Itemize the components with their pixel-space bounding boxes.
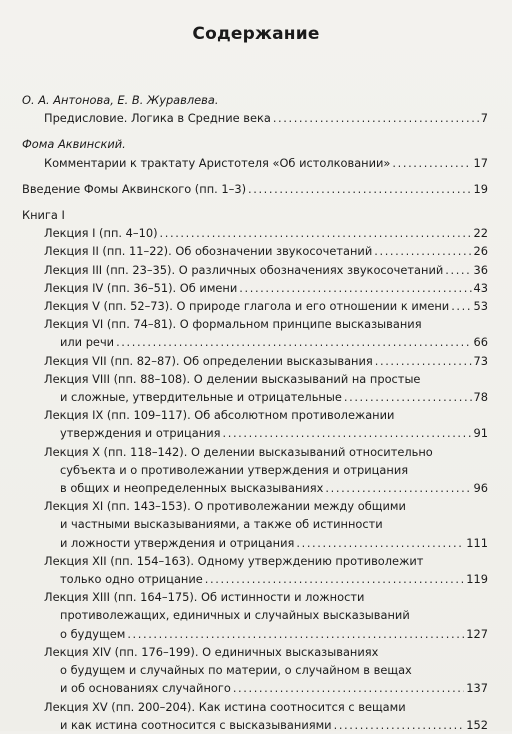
dot-leader: [223, 424, 472, 442]
toc-author-line: [22, 135, 488, 153]
author-names: О. А. Антонова, Е. В. Журавлева.: [22, 93, 219, 107]
toc-book-heading: [22, 206, 488, 224]
dot-leader: [344, 388, 472, 406]
book-label: Книга I: [22, 208, 65, 223]
author-names: Фома Аквинский.: [22, 137, 126, 152]
toc-entry-lecture[interactable]: [22, 224, 488, 242]
toc-entry-lecture[interactable]: [22, 261, 488, 279]
dot-leader: [205, 570, 464, 588]
toc-entry-lecture[interactable]: [22, 279, 488, 297]
toc-entry-text: Лекция VII (пп. 82–87). Об определении высказывания: [44, 353, 373, 368]
toc-entry-line[interactable]: Лекция XII (пп. 154–163). Одному утверждению противолежит: [44, 553, 424, 568]
toc-entry-text: Комментарии к трактату Аристотеля «Об истолковании»: [44, 155, 391, 170]
toc-entry-line[interactable]: Лекция XI (пп. 143–153). О противолежании между общими: [44, 499, 406, 514]
toc-entry-lecture[interactable]: [22, 388, 488, 406]
toc-page-number: 111: [466, 535, 488, 550]
toc-entry-line[interactable]: Лекция XIII (пп. 164–175). Об истинности и ложности: [44, 590, 365, 605]
dot-leader: [273, 109, 479, 127]
toc-entry-text: Предисловие. Логика в Средние века: [44, 111, 271, 126]
toc-entry-lecture[interactable]: [22, 297, 488, 315]
toc-page-number: 7: [480, 111, 488, 126]
toc-entry-lecture[interactable]: [22, 352, 488, 370]
toc-page-number: 26: [473, 244, 488, 259]
toc-entry-text: Лекция V (пп. 52–73). О природе глагола и его отношении к имени: [44, 299, 450, 314]
toc-page-number: 43: [473, 280, 488, 295]
toc-entry-line[interactable]: Лекция IX (пп. 109–117). Об абсолютном противолежании: [44, 408, 395, 423]
toc-page-number: 22: [473, 226, 488, 241]
toc-page-number: 73: [473, 353, 488, 368]
toc-entry-text: только одно отрицание: [60, 572, 203, 587]
toc-entry-line[interactable]: Лекция VI (пп. 74–81). О формальном принципе высказывания: [44, 317, 422, 332]
toc-entry-commentary[interactable]: [22, 154, 488, 172]
dot-leader: [451, 297, 471, 315]
toc-entry-lecture[interactable]: [22, 242, 488, 260]
toc-entry-text: и как истина соотносится с высказываниями: [60, 717, 332, 732]
toc-entry-line[interactable]: Лекция VIII (пп. 88–108). О делении высказываний на простые: [44, 371, 421, 386]
dot-leader: [239, 279, 471, 297]
toc-entry-text: в общих и неопределенных высказываниях: [60, 481, 324, 496]
dot-leader: [392, 154, 471, 172]
toc-entry-line[interactable]: противолежащих, единичных и случайных высказываний: [60, 608, 410, 623]
toc-entry-lecture[interactable]: [22, 570, 488, 588]
dot-leader: [116, 333, 471, 351]
toc-page-number: 36: [473, 262, 488, 277]
page-title: Содержание: [192, 24, 320, 44]
toc-page-number: 96: [473, 481, 488, 496]
toc-page-number: 17: [473, 155, 488, 170]
toc-entry-text: Лекция III (пп. 23–35). О различных обозначениях звукосочетаний: [44, 262, 444, 277]
dot-leader: [127, 625, 464, 643]
toc-entry-line[interactable]: Лекция X (пп. 118–142). О делении высказываний относительно: [44, 444, 433, 459]
dot-leader: [334, 716, 465, 734]
toc-entry-lecture[interactable]: [22, 625, 488, 643]
dot-leader: [375, 352, 472, 370]
toc-page-number: 137: [466, 681, 488, 696]
toc-entry-text: Лекция I (пп. 4–10): [44, 226, 158, 241]
toc-entry-line[interactable]: Лекция XV (пп. 200–204). Как истина соотносится с вещами: [44, 699, 406, 714]
dot-leader: [445, 261, 471, 279]
toc-entry-lecture[interactable]: [22, 333, 488, 351]
table-of-contents: [22, 91, 488, 734]
toc-page-number: 19: [473, 181, 488, 196]
toc-entry-text: Введение Фомы Аквинского (пп. 1–3): [22, 181, 247, 196]
toc-entry-text: и об основаниях случайного: [60, 681, 231, 696]
toc-page-number: 78: [473, 390, 488, 405]
toc-page-number: 127: [466, 626, 488, 641]
toc-entry-text: или речи: [60, 335, 115, 350]
toc-page-number: 152: [466, 717, 488, 732]
dot-leader: [233, 679, 464, 697]
dot-leader: [325, 479, 471, 497]
toc-page-number: 119: [466, 572, 488, 587]
toc-entry-preface[interactable]: [22, 109, 488, 127]
toc-entry-text: и ложности утверждения и отрицания: [60, 535, 295, 550]
toc-entry-lecture[interactable]: [22, 479, 488, 497]
toc-entry-text: и сложные, утвердительные и отрицательные: [60, 390, 342, 405]
dot-leader: [160, 224, 472, 242]
toc-page-number: 91: [473, 426, 488, 441]
toc-entry-lecture[interactable]: [22, 679, 488, 697]
toc-entry-text: о будущем: [60, 626, 126, 641]
toc-entry-line[interactable]: и частными высказываниями, а также об истинности: [60, 517, 383, 532]
toc-entry-lecture[interactable]: [22, 534, 488, 552]
toc-page-number: 53: [473, 299, 488, 314]
dot-leader: [248, 180, 471, 198]
toc-page-number: 66: [473, 335, 488, 350]
toc-entry-text: Лекция IV (пп. 36–51). Об имени: [44, 280, 238, 295]
toc-entry-text: утверждения и отрицания: [60, 426, 221, 441]
toc-entry-lecture[interactable]: [22, 716, 488, 734]
dot-leader: [296, 534, 464, 552]
toc-entry-line[interactable]: субъекта и о противолежании утверждения и отрицания: [60, 462, 409, 477]
toc-entry-line[interactable]: о будущем и случайных по материи, о случайном в вещах: [60, 663, 412, 678]
toc-author-line: [22, 91, 488, 109]
dot-leader: [374, 242, 471, 260]
toc-entry-lecture[interactable]: [22, 424, 488, 442]
toc-entry-line[interactable]: Лекция XIV (пп. 176–199). О единичных высказываниях: [44, 644, 379, 659]
toc-entry-text: Лекция II (пп. 11–22). Об обозначении звукосочетаний: [44, 244, 373, 259]
toc-entry-introduction[interactable]: [22, 180, 488, 198]
